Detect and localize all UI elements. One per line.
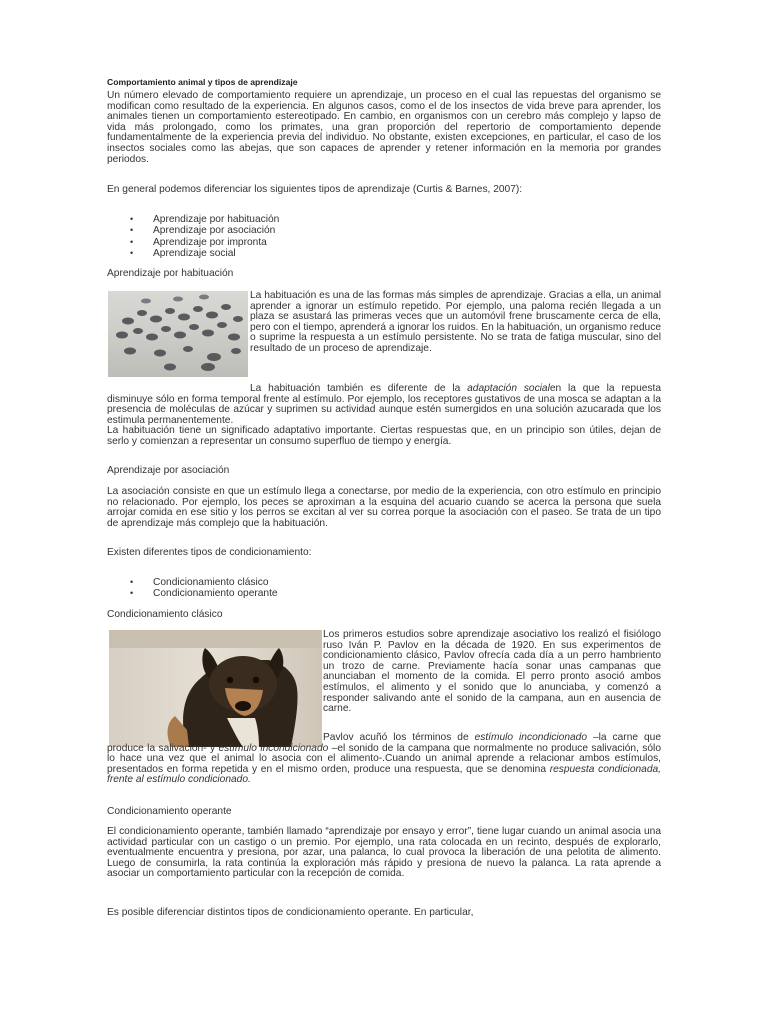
conditioning-types-intro: Existen diferentes tipos de condicionamiento: [107, 547, 312, 558]
list-item: • Aprendizaje por impronta [107, 237, 507, 248]
classical-paragraph-2 [107, 733, 661, 786]
list-item: • Condicionamiento clásico [107, 577, 507, 588]
section-heading-association: Aprendizaje por asociación [107, 465, 230, 476]
habituation-p2-text-b: en la que la repuesta disminuye sólo en forma temporal frente al estímulo. Por ejemplo, los receptores gustativos de una mosca se adaptan a la presencia de moléculas de azúcar y suprimen su actividad aunque estén sumergidos en una solución azucarada que los estimula permanentemente. [107, 383, 662, 426]
classical-p2-emphasis-3: respuesta condicionada, frente al estímulo condicionado. [107, 763, 661, 786]
classical-p2-text-c: –el sonido de la campana que normalmente no produce salivación, sólo lo hace una vez que el animal lo asocia con el alimento-.Cuando un animal aprende a relacionar ambos estímulos, presentados en forma repetida y en el mismo orden, produce una respuesta, que se denomina [107, 742, 661, 775]
section-heading-operant: Condicionamiento operante [107, 806, 232, 817]
dog-image [109, 630, 322, 747]
intro-paragraph: Un número elevado de comportamiento requiere un aprendizaje, un proceso en el cual las repuestas del organismo se modifican como resultado de la experiencia. En algunos casos, como el de los insectos de vida breve para aprender, los animales tienen un comportamiento estereotipado. En cambio, en organismos con un cerebro más complejo y lapso de vida más prolongado, como los primates, una gran proporción del repertorio de comportamiento depende fundamentalmente de la experiencia previa del individuo. No obstante, existen excepciones, en particular, el caso de los insectos sociales como las abejas, que son capaces de aprender y retener información en la memoria por grandes periodos. [107, 90, 661, 165]
classical-p2-emphasis-1: estímulo incondicionado [474, 732, 588, 743]
classical-paragraph-1: Los primeros estudios sobre aprendizaje asociativo los realizó el fisiólogo ruso Iván P. Pavlov en la década de 1920. En sus experimentos de condicionamiento clásico, Pavlov ofrecía cada día a un perro hambriento un trozo de carne. Previamente hacía sonar unas campanas que anunciaban el momento de la comida. El perro pronto asoció ambos estímulos, el alimento y el sonido que lo anunciaba, y comenzó a responder salivando ante el sonido de la campana, aun en ausencia de carne. [323, 629, 661, 715]
list-item: • Aprendizaje social [107, 248, 507, 259]
habituation-p2-text-a: La habituación también es diferente de la [250, 383, 468, 394]
learning-types-list [107, 214, 507, 260]
list-item: • Aprendizaje por asociación [107, 225, 507, 236]
types-intro: En general podemos diferenciar los siguientes tipos de aprendizaje (Curtis & Barnes, 2007): [107, 184, 523, 195]
classical-p2-emphasis-2: estímulo incondicionado [218, 742, 329, 754]
list-item: • Aprendizaje por habituación [107, 214, 507, 225]
document-title: Comportamiento animal y tipos de aprendizaje [107, 77, 298, 87]
operant-paragraph-2: Es posible diferenciar distintos tipos de condicionamiento operante. En particular, [107, 907, 474, 918]
habituation-paragraph-3: La habituación tiene un significado adaptativo importante. Ciertas respuestas que, en un principio son útiles, dejan de serlo y comienzan a representar un consumo superfluo de tiempo y energía. [107, 425, 661, 447]
habituation-paragraph-2 [107, 384, 661, 448]
classical-p2-text-a: Pavlov acuñó los términos de [323, 732, 475, 743]
habituation-p2-emphasis: adaptación social [467, 383, 550, 394]
association-paragraph: La asociación consiste en que un estímulo llega a conectarse, por medio de la experiencia, con otro estímulo en principio no relacionado. Por ejemplo, los peces se aproximan a la esquina del acuario cuando se acerca la persona que suela arrojar comida en ese sitio y los perros se excitan al ver su correa porque la asociación con el paseo. Se trata de un tipo de aprendizaje más complejo que la habituación. [107, 486, 661, 529]
habituation-paragraph-1: La habituación es una de las formas más simples de aprendizaje. Gracias a ella, un animal aprender a ignorar un estímulo repetido. Por ejemplo, una paloma recién llegada a un plaza se asustará las primeras veces que un automóvil frene bruscamente cerca de ella, pero con el tiempo, aprenderá a ignorar los ruidos. En la habituación, un organismo reduce o suprime la respuesta a un estímulo persistente. No se trata de fatiga muscular, sino del resultado de un proceso de aprendizaje. [250, 290, 661, 354]
section-heading-classical: Condicionamiento clásico [107, 609, 223, 620]
section-heading-habituation: Aprendizaje por habituación [107, 268, 234, 279]
pigeons-image [108, 291, 248, 377]
classical-p2-text-b: –la carne que produce la salivación- y [107, 732, 661, 754]
operant-paragraph-1: El condicionamiento operante, también llamado “aprendizaje por ensayo y error”, tiene lugar cuando un animal asocia una actividad particular con un castigo o un premio. Por ejemplo, una rata colocada en un recinto, después de explorarlo, eventualmente encuentra y presiona, por azar, una palanca, lo cual provoca la liberación de una pelotita de alimento. Luego de consumirla, la rata continúa la exploración más rápido y presiona de nuevo la palanca. La rata aprende a asociar un comportamiento particular con la recepción de comida. [107, 826, 661, 880]
conditioning-types-list [107, 577, 507, 600]
list-item: • Condicionamiento operante [107, 588, 507, 599]
